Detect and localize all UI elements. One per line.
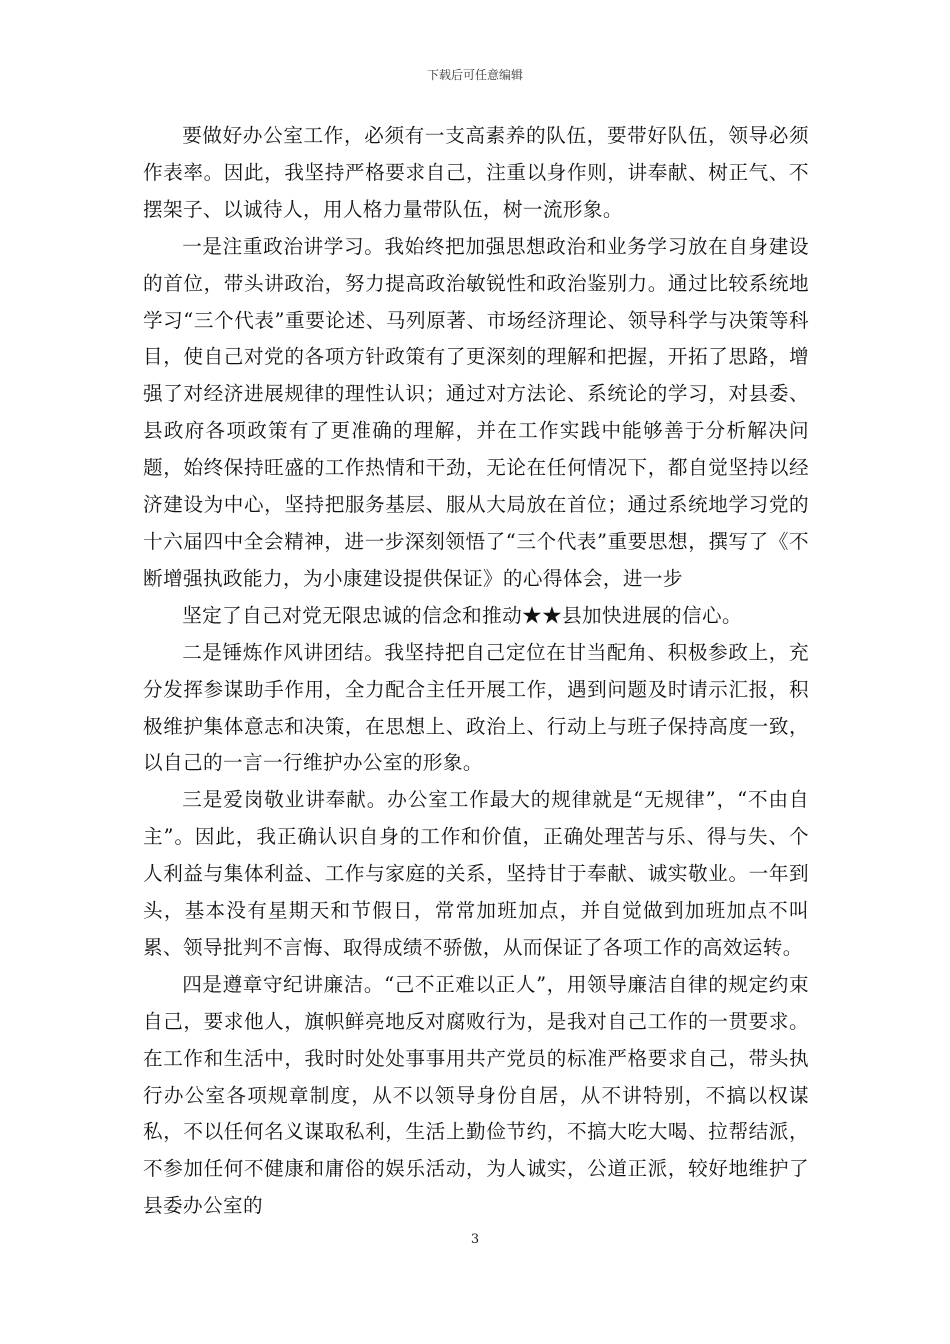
paragraph-political-study-continued: 坚定了自己对党无限忠诚的信念和推动★★县加快进展的信心。 [182, 603, 743, 627]
paragraph-team-quality: 要做好办公室工作，必须有一支高素养的队伍，要带好队伍，领导必须作表率。因此，我坚持严格要求自己，注重以身作则，讲奉献、树正气、不摆架子、以诚待人，用人格力量带队伍，树一流形象。 [143, 124, 809, 221]
paragraph-integrity: 四是遵章守纪讲廉洁。“己不正难以正人”，用领导廉洁自律的规定约束自己，要求他人，旗帜鲜亮地反对腐败行为，是我对自己工作的一贯要求。在工作和生活中，我时时处处事事用共产党员的标准严格要求自己，带头执行办公室各项规章制度，从不以领导身份自居，从不讲特别，不搞以权谋私，不以任何名义谋取私利，生活上勤俭节约，不搞大吃大喝、拉帮结派，不参加任何不健康和庸俗的娱乐活动，为人诚实，公道正派，较好地维护了县委办公室的 [143, 972, 809, 1218]
paragraph-political-study: 一是注重政治讲学习。我始终把加强思想政治和业务学习放在自身建设的首位，带头讲政治，努力提高政治敏锐性和政治鉴别力。通过比较系统地学习“三个代表”重要论述、马列原著、市场经济理论、领导科学与决策等科目，使自己对党的各项方针政策有了更深刻的理解和把握，开拓了思路，增强了对经济进展规律的理性认识；通过对方法论、系统论的学习，对县委、县政府各项政策有了更准确的理解，并在工作实践中能够善于分析解决问题，始终保持旺盛的工作热情和干劲，无论在任何情况下，都自觉坚持以经济建设为中心，坚持把服务基层、服从大局放在首位；通过系统地学习党的十六届四中全会精神，进一步深刻领悟了“三个代表”重要思想，撰写了《不断增强执政能力，为小康建设提供保证》的心得体会，进一步 [143, 234, 809, 590]
page-header-note: 下载后可任意编辑 [426, 68, 523, 82]
paragraph-dedication: 三是爱岗敬业讲奉献。办公室工作最大的规律就是“无规律”，“不由自主”。因此，我正确认识自身的工作和价值，正确处理苦与乐、得与失、个人利益与集体利益、工作与家庭的关系，坚持甘于奉献、诚实敬业。一年到头，基本没有星期天和节假日，常常加班加点，并自觉做到加班加点不叫累、领导批判不言悔、取得成绩不骄傲，从而保证了各项工作的高效运转。 [143, 788, 809, 959]
page-number: 3 [470, 1232, 480, 1247]
document-body [143, 118, 809, 1225]
paragraph-unity: 二是锤炼作风讲团结。我坚持把自己定位在甘当配角、积极参政上，充分发挥参谋助手作用，全力配合主任开展工作，遇到问题及时请示汇报，积极维护集体意志和决策，在思想上、政治上、行动上与班子保持高度一致，以自己的一言一行维护办公室的形象。 [143, 640, 809, 775]
